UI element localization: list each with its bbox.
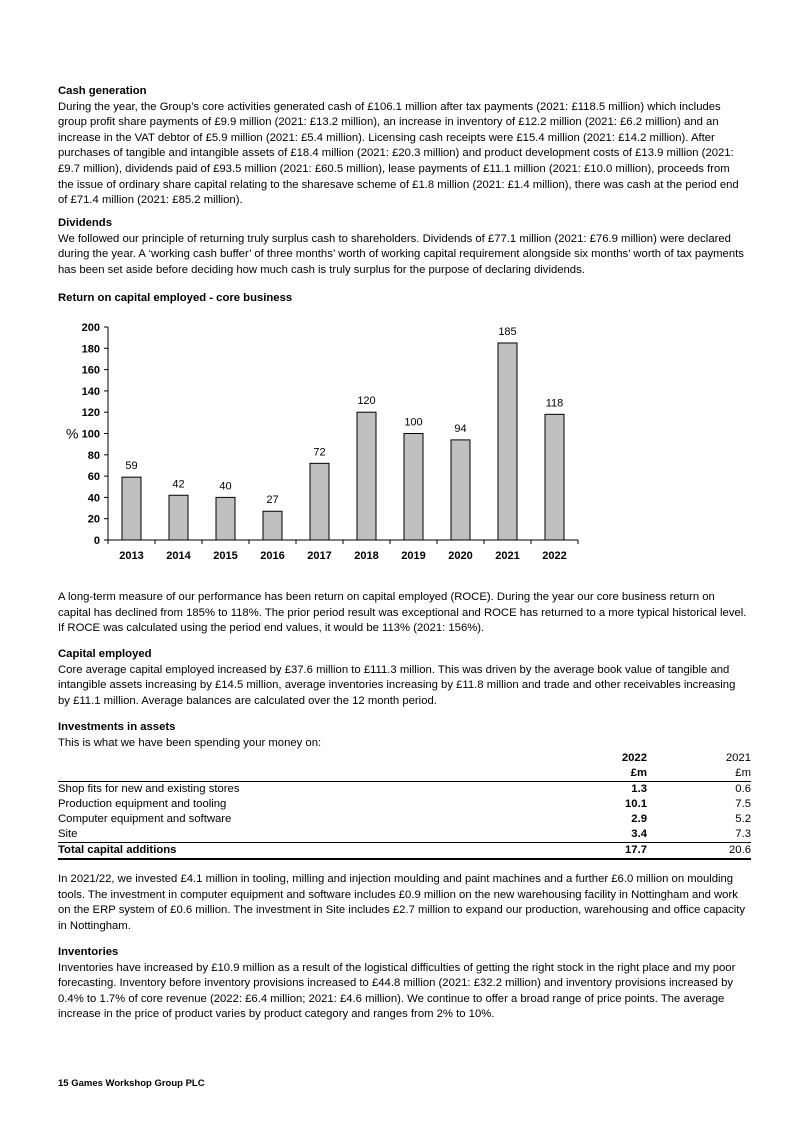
y-tick-label: 100 [81, 428, 100, 441]
total-value-2022: 17.7 [567, 843, 655, 860]
chart-title: Return on capital employed - core business [58, 292, 293, 304]
y-tick-label: 20 [87, 513, 100, 526]
y-tick-label: 180 [81, 343, 100, 356]
data-label: 59 [125, 460, 138, 473]
table-row [58, 812, 751, 827]
dividends-text: We followed our principle of returning truly surplus cash to shareholders. Dividends of £77.1 million (2021: £76.9 million) were declared during the year. A ‘working cash buffer’ of three months’ worth of working capital requirement alongside six months’ worth of tax payments has been set aside before deciding how much cash is truly surplus for the purpose of declaring dividends. [58, 232, 744, 276]
investments-commentary [58, 872, 748, 934]
x-tick-label: 2021 [495, 550, 520, 562]
total-value-2021: 20.6 [655, 843, 751, 860]
table-unit-row [58, 766, 751, 782]
data-label: 118 [545, 397, 564, 410]
bar [404, 434, 423, 541]
row-value-2021: 0.6 [735, 783, 751, 795]
table-header-blank [58, 751, 567, 766]
capital-employed-heading: Capital employed [58, 648, 152, 660]
roce-text: A long-term measure of our performance has been return on capital employed (ROCE). During the year our core business return on capital has declined from 185% to 118%. The prior period result was exceptional and ROCE has returned to a more typical historical level. If ROCE was calculated using the period end values, it would be 113% (2021: 156%). [58, 591, 747, 635]
row-label: Production equipment and tooling [58, 798, 227, 810]
investments-section [58, 720, 748, 751]
cash-generation-heading: Cash generation [58, 85, 147, 97]
unit-2021: £m [655, 766, 751, 782]
cash-generation-section [58, 84, 748, 209]
dividends-section [58, 216, 748, 278]
row-value-2021: 7.3 [735, 828, 751, 840]
investments-table [58, 751, 751, 860]
x-tick-label: 2016 [260, 550, 285, 562]
capital-employed-section [58, 647, 748, 709]
row-label: Computer equipment and software [58, 813, 232, 825]
unit-2022: £m [567, 766, 655, 782]
x-tick-label: 2013 [119, 550, 144, 562]
row-label: Site [58, 828, 78, 840]
y-tick-label: 0 [93, 535, 100, 547]
y-tick-label: 40 [87, 492, 100, 505]
data-label: 100 [404, 416, 423, 429]
x-tick-label: 2020 [448, 550, 473, 562]
x-tick-label: 2018 [354, 550, 379, 562]
investments-after-text: In 2021/22, we invested £4.1 million in tooling, milling and injection moulding and paint machines and a further £6.0 million on moulding tools. The investment in computer equipment and software includes £0.9 million on the new warehousing facility in Nottingham and work on the ERP system of £0.6 million. The investment in Site includes £2.7 million to expand our production, warehousing and office capacity in Nottingham. [58, 873, 745, 932]
investments-intro: This is what we have been spending your money on: [58, 736, 322, 749]
bar [545, 414, 564, 540]
x-tick-label: 2017 [307, 550, 332, 562]
inventories-section [58, 945, 748, 1023]
col-2021-header: 2021 [725, 752, 751, 764]
bar [357, 412, 376, 540]
row-value-2021: 7.5 [735, 798, 751, 810]
table-unit-blank [58, 766, 567, 782]
data-label: 120 [357, 395, 376, 408]
bar [122, 477, 141, 540]
inventories-text: Inventories have increased by £10.9 million as a result of the logistical difficulties of getting the right stock in the right place and my poor forecasting. Inventory before inventory provisions increased to £44.8 million (2021: £32.2 million) and inventory provisions increased by 0.4% to 1.7% of core revenue (2022: £6.4 million; 2021: £4.6 million). We continue to offer a broad range of price points. The average increase in the price of product varies by product category and ranges from 2% to 10%. [58, 961, 736, 1021]
x-tick-label: 2015 [213, 550, 238, 562]
data-label: 94 [454, 422, 467, 435]
data-label: 185 [498, 325, 517, 338]
y-tick-label: 80 [87, 449, 100, 462]
y-tick-label: 120 [81, 407, 100, 420]
dividends-heading: Dividends [58, 217, 112, 229]
roce-section [58, 590, 748, 637]
row-value-2022: 10.1 [625, 798, 647, 810]
y-tick-label: 160 [81, 364, 100, 377]
inventories-heading: Inventories [58, 946, 119, 958]
bar [310, 463, 329, 540]
row-value-2021: 5.2 [735, 813, 751, 825]
x-tick-label: 2022 [542, 550, 567, 562]
capital-employed-text: Core average capital employed increased by £37.6 million to £111.3 million. This was driven by the average book value of tangible and intangible assets increasing by £14.5 million, average inventories increasing by £11.8 million and trade and other receivables increasing by £11.1 million. Average balances are calculated over the 12 month period. [58, 663, 736, 707]
y-axis-label: % [66, 425, 79, 442]
investments-heading: Investments in assets [58, 721, 176, 733]
row-label: Shop fits for new and existing stores [58, 783, 240, 795]
bar [216, 497, 235, 540]
row-value-2022: 3.4 [631, 828, 647, 840]
bar [451, 440, 470, 540]
table-header-row [58, 751, 751, 766]
bar [498, 343, 517, 540]
row-value-2022: 1.3 [631, 783, 647, 795]
data-label: 40 [219, 480, 232, 493]
roce-bar-chart [60, 312, 600, 572]
row-value-2022: 2.9 [631, 813, 647, 825]
data-label: 42 [172, 478, 185, 491]
cash-generation-text: During the year, the Group’s core activities generated cash of £106.1 million after tax payments (2021: £118.5 million) which includes group profit share payments of £9.9 million (2021: £13.2 million), an increase in inventory of £12.2 million (2021: £6.2 million) and an increase in the VAT debtor of £5.9 million (2021: £5.4 million). Licensing cash receipts were £15.4 million (2021: £14.2 million). After purchases of tangible and intangible assets of £18.4 million (2021: £20.3 million) and product development costs of £13.9 million (2021: £9.7 million), dividends paid of £93.5 million (2021: £60.5 million), lease payments of £11.1 million (2021: £10.0 million), proceeds from the issue of ordinary share capital relating to the sharesave scheme of £1.8 million (2021: £1.4 million), there was cash at the period end of £71.4 million (2021: £85.2 million). [58, 100, 739, 207]
table-row [58, 782, 751, 798]
bar [263, 511, 282, 540]
col-2022-header: 2022 [621, 752, 647, 764]
data-label: 72 [313, 446, 326, 459]
y-tick-label: 200 [81, 322, 100, 334]
total-label: Total capital additions [58, 843, 567, 860]
data-label: 27 [266, 494, 279, 507]
x-tick-label: 2019 [401, 550, 426, 562]
table-row [58, 827, 751, 843]
y-tick-label: 140 [81, 385, 100, 398]
x-tick-label: 2014 [166, 550, 191, 562]
bar [169, 495, 188, 540]
table-row [58, 797, 751, 812]
table-total-row [58, 843, 751, 860]
y-tick-label: 60 [87, 471, 100, 484]
page-footer: 15 Games Workshop Group PLC [58, 1078, 205, 1089]
